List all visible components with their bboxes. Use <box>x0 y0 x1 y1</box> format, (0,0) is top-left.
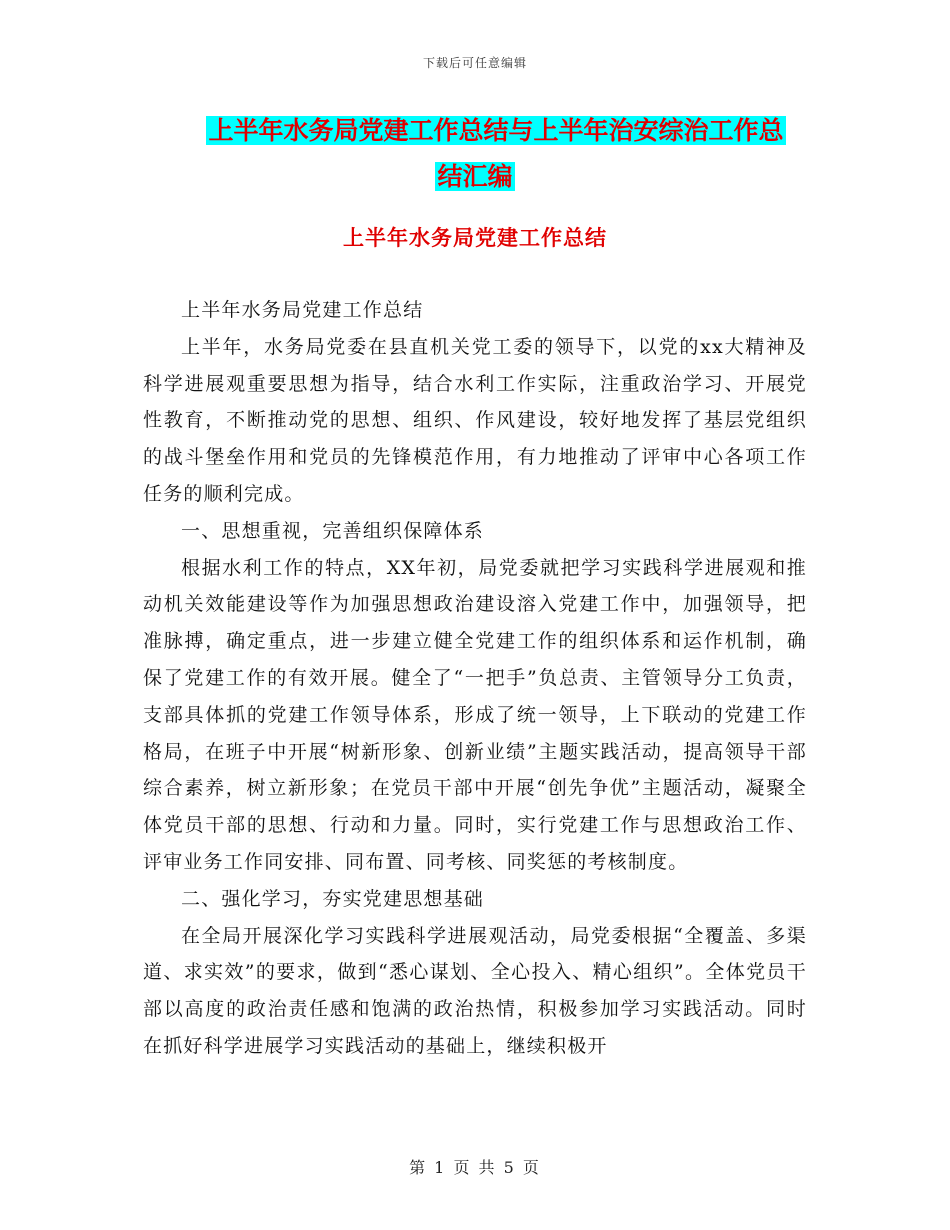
page-footer: 第 1 页 共 5 页 <box>409 1158 541 1177</box>
paragraph-subtitle: 上半年水务局党建工作总结 <box>181 299 424 321</box>
paragraph-organization: 根据水利工作的特点，XX年初，局党委就把学习实践科学进展观和推动机关效能建设等作为加强思想政治建设溶入党建工作中，加强领导，把准脉搏，确定重点，进一步建立健全党建工作的组织体系和运作机制，确保了党建工作的有效开展。健全了“一把手”负总责、主管领导分工负责，支部具体抓的党建工作领导体系，形成了统一领导，上下联动的党建工作格局，在班子中开展“树新形象、创新业绩”主题实践活动，提高领导干部综合素养，树立新形象；在党员干部中开展“创先争优”主题活动，凝聚全体党员干部的思想、行动和力量。同时，实行党建工作与思想政治工作、评审业务工作同安排、同布置、同考核、同奖惩的考核制度。 <box>143 556 807 873</box>
paragraph-heading-1: 一、思想重视，完善组织保障体系 <box>181 519 485 542</box>
page-header-note: 下载后可任意编辑 <box>422 56 527 70</box>
section-title: 上半年水务局党建工作总结 <box>343 226 607 250</box>
document-body <box>143 292 807 1065</box>
paragraph-heading-2: 二、强化学习，夯实党建思想基础 <box>181 887 485 910</box>
paragraph-intro: 上半年，水务局党委在县直机关党工委的领导下，以党的xx大精神及科学进展观重要思想为指导，结合水利工作实际，注重政治学习、开展党性教育，不断推动党的思想、组织、作风建设，较好地发挥了基层党组织的战斗堡垒作用和党员的先锋模范作用，有力地推动了评审中心各项工作任务的顺利完成。 <box>143 335 807 505</box>
title-highlight-1: 上半年水务局党建工作总结与上半年治安综治工作总 <box>208 116 784 145</box>
document-title-line-2 <box>0 154 950 200</box>
title-highlight-2: 结汇编 <box>437 162 513 191</box>
document-title-line-1 <box>0 108 950 154</box>
document-title <box>0 108 950 200</box>
paragraph-study: 在全局开展深化学习实践科学进展观活动，局党委根据“全覆盖、多渠道、求实效”的要求，做到“悉心谋划、全心投入、精心组织”。全体党员干部以高度的政治责任感和饱满的政治热情，积极参加学习实践活动。同时在抓好科学进展学习实践活动的基础上，继续积极开 <box>143 924 807 1057</box>
